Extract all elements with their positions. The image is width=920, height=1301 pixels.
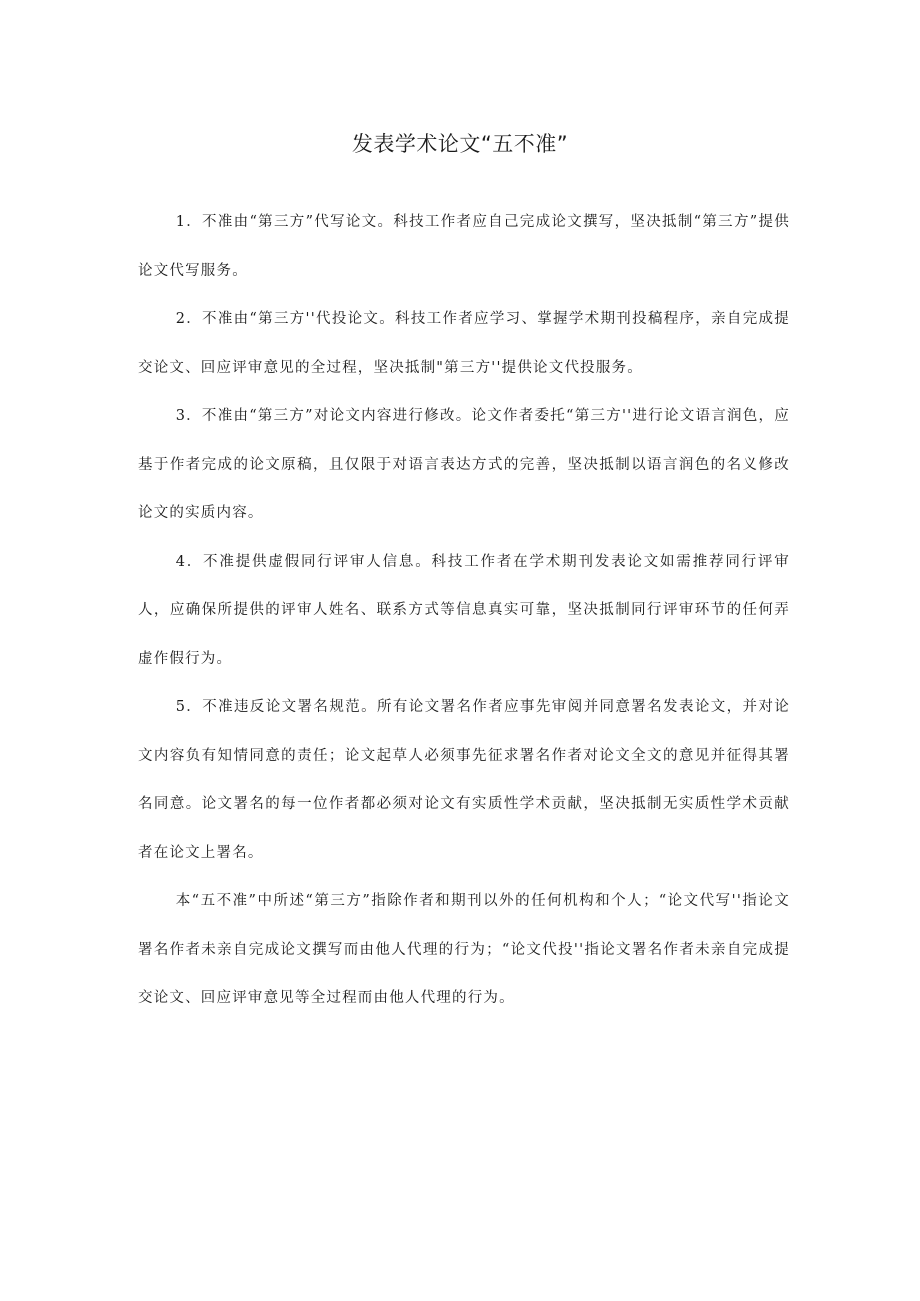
- paragraph-rule-3: 3．不准由“第三方”对论文内容进行修改。论文作者委托“第三方''进行论文语言润色，应基于作者完成的论文原稿，且仅限于对语言表达方式的完善，坚决抵制以语言润色的名义修改论文的实质内容。: [138, 408, 790, 521]
- document-body: [138, 198, 790, 1023]
- paragraph-rule-4: 4．不准提供虚假同行评审人信息。科技工作者在学术期刊发表论文如需推荐同行评审人，应确保所提供的评审人姓名、联系方式等信息真实可靠，坚决抵制同行评审环节的任何弄虚作假行为。: [138, 553, 790, 667]
- paragraph-rule-2: 2．不准由“第三方''代投论文。科技工作者应学习、掌握学术期刊投稿程序，亲自完成提交论文、回应评审意见的全过程，坚决抵制"第三方''提供论文代投服务。: [138, 311, 790, 376]
- paragraph-definitions: 本“五不准”中所述“第三方”指除作者和期刊以外的任何机构和个人；“论文代写''指论文署名作者未亲自完成论文撰写而由他人代理的行为；“论文代投''指论文署名作者未亲自完成提交论文、回应评审意见等全过程而由他人代理的行为。: [138, 893, 790, 1006]
- paragraph-rule-5: 5．不准违反论文署名规范。所有论文署名作者应事先审阅并同意署名发表论文，并对论文内容负有知情同意的责任；论文起草人必须事先征求署名作者对论文全文的意见并征得其署名同意。论文署名的每一位作者都必须对论文有实质性学术贡献，坚决抵制无实质性学术贡献者在论文上署名。: [138, 699, 790, 861]
- document-title: 发表学术论文“五不准”: [351, 132, 569, 156]
- paragraph-rule-1: 1．不准由“第三方”代写论文。科技工作者应自己完成论文撰写，坚决抵制“第三方”提供论文代写服务。: [138, 214, 790, 279]
